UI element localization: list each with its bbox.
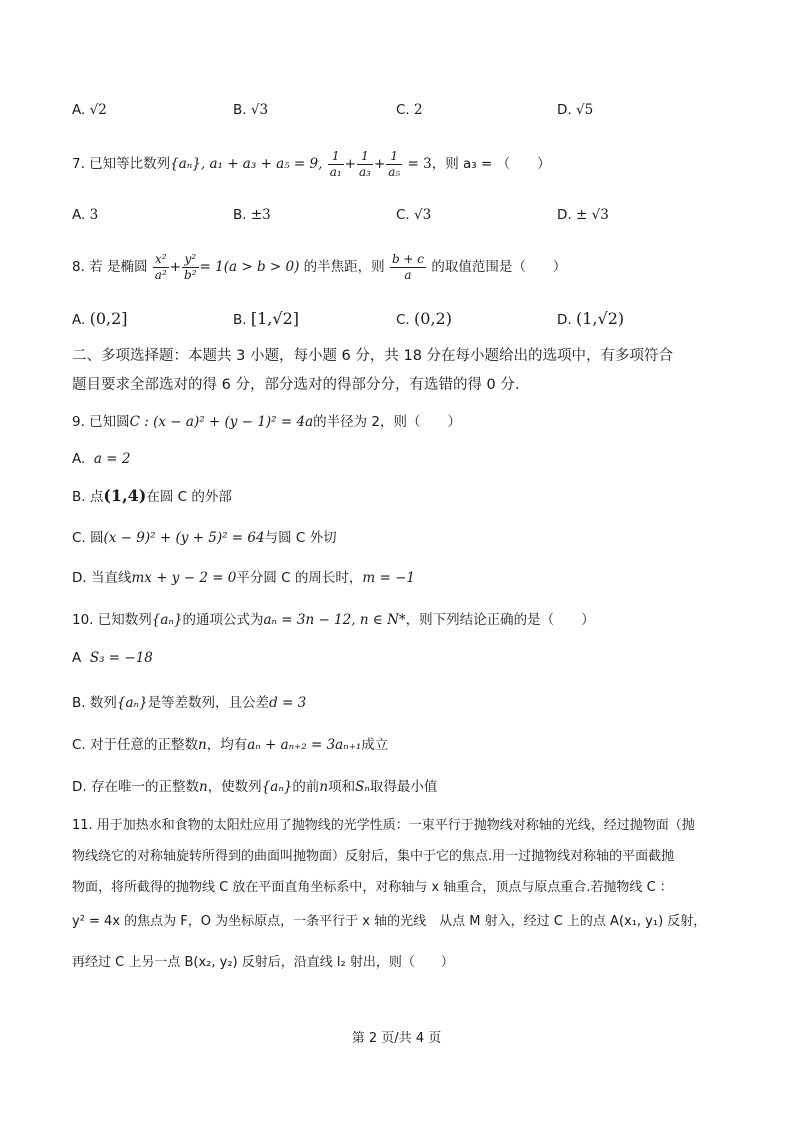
- option-value: (0,2): [414, 309, 452, 328]
- q10-stem: [72, 610, 595, 630]
- option-label: D. 存在唯一的正整数: [72, 779, 199, 795]
- q7-option-b: [233, 205, 271, 225]
- q10-option-b: [72, 693, 306, 713]
- q6-option-d: [557, 100, 593, 120]
- option-text: 的前: [292, 779, 320, 795]
- option-label: C. 圆: [72, 530, 104, 546]
- option-text: ，均有: [206, 737, 248, 753]
- option-value: 2: [414, 102, 423, 118]
- q7-frac-2: $\frac{1}{\text{a₃}}$: [358, 148, 371, 179]
- q11-line-2: 物线绕它的对称轴旋转所得到的曲面叫抛物面）反射后，集中于它的焦点.用一过抛物线对称轴的平面截抛: [72, 849, 675, 864]
- option-value: d = 3: [269, 695, 307, 711]
- q7-option-c: [396, 205, 431, 225]
- q8-suffix: 的取值范围是（ ）: [431, 259, 567, 275]
- q11-line-4: y² = 4x 的焦点为 F，O 为坐标原点，一条平行于 x 轴的光线 从点 M 射入，经过 C 上的点 A(x₁, y₁) 反射，: [72, 914, 707, 929]
- option-label: A.: [72, 451, 86, 467]
- q10-option-a: [72, 648, 153, 668]
- q9-option-c: [72, 528, 337, 548]
- q9-option-d: [72, 568, 415, 588]
- option-value: [1,√2]: [250, 309, 299, 328]
- option-label: A: [72, 650, 82, 666]
- option-value: S₃ = −18: [89, 650, 153, 666]
- q8-option-c: [396, 309, 452, 330]
- option-label: A.: [72, 102, 86, 118]
- q9-stem: [72, 412, 461, 432]
- option-value: √2: [89, 102, 107, 118]
- option-text: 与圆 C 外切: [264, 530, 337, 546]
- option-value: ±3: [250, 207, 271, 223]
- q6-option-a: [72, 100, 107, 120]
- q8-option-a: [72, 309, 128, 330]
- q10-formula: aₙ = 3n − 12, n ∈ N*: [263, 612, 406, 628]
- option-label: C.: [396, 312, 410, 328]
- q6-option-c: [396, 100, 423, 120]
- option-text: 平分圆 C 的周长时，: [236, 570, 363, 586]
- option-label: B.: [233, 102, 247, 118]
- q7-prefix: 7. 已知等比数列: [72, 156, 171, 172]
- q9-option-a: [72, 449, 130, 469]
- q8-frac-target: $\frac{b + c}{a}$: [391, 251, 425, 282]
- option-label: B.: [233, 207, 247, 223]
- option-equation: aₙ + aₙ₊₂ = 3aₙ₊₁: [247, 737, 362, 753]
- q7-cond1: , a₁ + a₃ + a₅ = 9,: [200, 156, 323, 172]
- q8-mid: 的半焦距，则: [303, 259, 385, 275]
- q9-eq: C : (x − a)² + (y − 1)² = 4a: [129, 414, 314, 430]
- option-text: 项和: [328, 779, 356, 795]
- q9-option-b: [72, 486, 232, 507]
- q9-prefix: 9. 已知圆: [72, 414, 130, 430]
- option-text: ，使数列: [207, 779, 262, 795]
- q7-frac-1: $\frac{1}{\text{a₁}}$: [329, 148, 342, 179]
- option-label: C. 对于任意的正整数: [72, 737, 199, 753]
- q10-prefix: 10. 已知数列: [72, 612, 152, 628]
- q8-prefix: 8. 若 是椭圆: [72, 259, 148, 275]
- option-value: √5: [575, 102, 594, 118]
- option-label: B.: [233, 312, 247, 328]
- option-text: 成立: [361, 737, 389, 753]
- q8-option-d: [557, 309, 624, 330]
- option-label: D.: [557, 207, 572, 223]
- option-value: (1,√2): [575, 309, 625, 328]
- q7-cond2: = 3: [407, 156, 432, 172]
- option-label: D.: [557, 102, 572, 118]
- q11-line-3: 物面，将所截得的抛物线 C 放在平面直角坐标系中，对称轴与 x 轴重合，顶点与原点重合.若抛物线 C ：: [72, 880, 673, 895]
- q7-stem: 7. 已知等比数列{aₙ}, a₁ + a₃ + a₅ = 9, $\frac{1}{\text{a₁}}$ + $\frac{1}{\text{a₃}}$ + $\frac{1}{\text{a₅}}$ = 3，则 a₃ = （ ）: [72, 148, 551, 179]
- option-label: C.: [396, 102, 410, 118]
- option-label: B. 数列: [72, 695, 117, 711]
- option-point: (1,4): [103, 486, 147, 505]
- q10-option-d: [72, 777, 437, 797]
- q8-stem: 8. 若 是椭圆 $\frac{\text{x²}}{\text{a²}}$ + $\frac{\text{y²}}{\text{b²}}$ = 1(a > b > 0) 的半焦距，则 $\frac{b + c}{a}$ 的取值范围是（ ）: [72, 251, 567, 282]
- option-text: 在圆 C 的外部: [146, 489, 232, 505]
- option-equation: mx + y − 2 = 0: [131, 570, 237, 586]
- q6-option-b: [233, 100, 268, 120]
- option-seq: {aₙ}: [261, 779, 293, 795]
- section2-heading-line2: 题目要求全部选对的得 6 分，部分选对的得部分分，有选错的得 0 分.: [72, 377, 520, 393]
- option-label: C.: [396, 207, 410, 223]
- option-label: A.: [72, 312, 86, 328]
- q11-line-5: 再经过 C 上另一点 B(x₂, y₂) 反射后，沿直线 l₂ 射出，则（ ）: [72, 955, 454, 970]
- q7-option-d: [557, 205, 609, 225]
- option-var: n: [319, 779, 329, 795]
- option-value: 3: [89, 207, 99, 223]
- q7-suffix: ，则 a₃ = （ ）: [431, 156, 551, 172]
- q7-seq: {aₙ}: [170, 156, 201, 172]
- option-value: √3: [250, 102, 269, 118]
- option-seq: {aₙ}: [116, 695, 148, 711]
- q10-mid: 的通项公式为: [182, 612, 264, 628]
- q7-option-a: [72, 205, 98, 225]
- option-value: (0,2]: [89, 309, 128, 328]
- option-sum: Sₙ: [355, 779, 370, 795]
- option-label: D. 当直线: [72, 570, 132, 586]
- q10-suffix: ，则下列结论正确的是（ ）: [405, 612, 595, 628]
- option-label: B. 点: [72, 489, 104, 505]
- option-label: D.: [557, 312, 572, 328]
- option-var: n: [198, 737, 207, 753]
- q8-option-b: [233, 309, 299, 330]
- option-var: n: [198, 779, 208, 795]
- q7-frac-3: $\frac{1}{\text{a₅}}$: [388, 148, 401, 179]
- option-equation: (x − 9)² + (y + 5)² = 64: [103, 530, 265, 546]
- q8-frac-y: $\frac{\text{y²}}{\text{b²}}$: [184, 251, 197, 282]
- option-value: a = 2: [93, 451, 131, 467]
- option-text: 是等差数列，且公差: [147, 695, 270, 711]
- q11-line-1: 11. 用于加热水和食物的太阳灶应用了抛物线的光学性质：一束平行于抛物线对称轴的光线，经过抛物面（抛: [72, 818, 695, 833]
- option-label: A.: [72, 207, 86, 223]
- q9-suffix: 的半径为 2，则（ ）: [313, 414, 462, 430]
- option-value: √3: [414, 207, 432, 223]
- section2-heading-line1: 二、多项选择题：本题共 3 小题，每小题 6 分，共 18 分在每小题给出的选项中，有多项符合: [72, 348, 674, 364]
- q10-seq: {aₙ}: [151, 612, 183, 628]
- q10-option-c: [72, 735, 388, 755]
- q8-eq-rest: = 1(a > b > 0): [199, 259, 300, 275]
- option-value: m = −1: [362, 570, 416, 586]
- option-text: 取得最小值: [369, 779, 438, 795]
- q8-frac-x: $\frac{\text{x²}}{\text{a²}}$: [154, 251, 167, 282]
- option-value: ± √3: [575, 207, 609, 223]
- page-footer: 第 2 页/共 4 页: [351, 1031, 442, 1046]
